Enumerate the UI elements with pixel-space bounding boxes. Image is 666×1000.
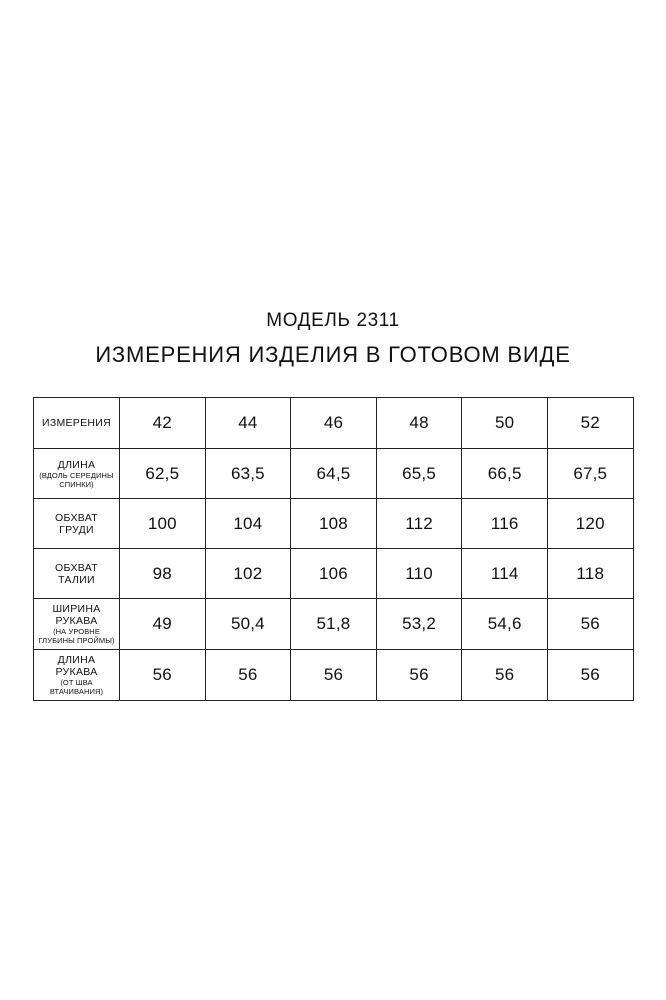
table-cell: 112 <box>376 499 462 549</box>
table-cell: 56 <box>462 650 548 701</box>
row-label-main: ТАЛИИ <box>58 573 95 586</box>
table-cell: 98 <box>120 549 206 599</box>
row-label <box>34 599 120 650</box>
size-header-cell: 44 <box>205 398 291 449</box>
table-cell: 65,5 <box>376 449 462 499</box>
row-label <box>34 650 120 701</box>
row-label-note: (ОТ ШВА <box>60 678 93 687</box>
table-cell: 110 <box>376 549 462 599</box>
table-cell: 54,6 <box>462 599 548 650</box>
size-header-cell: 46 <box>291 398 377 449</box>
table-cell: 63,5 <box>205 449 291 499</box>
table-cell: 114 <box>462 549 548 599</box>
size-header-cell: 50 <box>462 398 548 449</box>
row-label <box>34 499 120 549</box>
header-label-text: ИЗМЕРЕНИЯ <box>41 417 112 429</box>
table-cell: 64,5 <box>291 449 377 499</box>
row-label-note: (НА УРОВНЕ <box>53 627 100 636</box>
row-label <box>34 549 120 599</box>
table-cell: 56 <box>120 650 206 701</box>
table-cell: 53,2 <box>376 599 462 650</box>
size-header-cell: 52 <box>547 398 633 449</box>
table-cell: 100 <box>120 499 206 549</box>
row-label-main: РУКАВА <box>55 615 98 627</box>
table-cell: 62,5 <box>120 449 206 499</box>
row-label-main: ОБХВАТ <box>55 561 98 574</box>
table-cell: 104 <box>205 499 291 549</box>
row-label-note: (ВДОЛЬ СЕРЕДИНЫ <box>39 470 114 480</box>
row-label-note: ГЛУБИНЫ ПРОЙМЫ) <box>38 636 115 645</box>
table-cell: 106 <box>291 549 377 599</box>
table-cell: 118 <box>547 549 633 599</box>
size-header-cell: 42 <box>120 398 206 449</box>
table-cell: 56 <box>547 650 633 701</box>
table-cell: 49 <box>120 599 206 650</box>
table-cell: 56 <box>376 650 462 701</box>
table-row <box>34 549 634 599</box>
table-cell: 56 <box>205 650 291 701</box>
table-cell: 56 <box>547 599 633 650</box>
page-title: ИЗМЕРЕНИЯ ИЗДЕЛИЯ В ГОТОВОМ ВИДЕ <box>95 342 571 367</box>
table-cell: 108 <box>291 499 377 549</box>
table-cell: 66,5 <box>462 449 548 499</box>
row-label-note: СПИНКИ) <box>59 479 94 489</box>
table-cell: 102 <box>205 549 291 599</box>
row-label-main: ДЛИНА <box>57 654 96 666</box>
table-cell: 56 <box>291 650 377 701</box>
table-cell: 51,8 <box>291 599 377 650</box>
row-label-main: РУКАВА <box>55 666 98 678</box>
table-header-row <box>34 398 634 449</box>
row-label-note: ВТАЧИВАНИЯ) <box>49 687 104 696</box>
table-row <box>34 650 634 701</box>
table-cell: 67,5 <box>547 449 633 499</box>
row-label-main: ДЛИНА <box>57 458 96 471</box>
size-table <box>33 397 634 701</box>
model-title: МОДЕЛЬ 2311 <box>266 310 400 331</box>
row-label-main: ГРУДИ <box>59 523 94 536</box>
table-header-label <box>34 398 120 449</box>
table-cell: 50,4 <box>205 599 291 650</box>
row-label-main: ШИРИНА <box>52 603 101 615</box>
table-row <box>34 599 634 650</box>
table-cell: 116 <box>462 499 548 549</box>
table-row <box>34 499 634 549</box>
table-row <box>34 449 634 499</box>
table-cell: 120 <box>547 499 633 549</box>
row-label-main: ОБХВАТ <box>55 511 98 524</box>
row-label <box>34 449 120 499</box>
size-header-cell: 48 <box>376 398 462 449</box>
